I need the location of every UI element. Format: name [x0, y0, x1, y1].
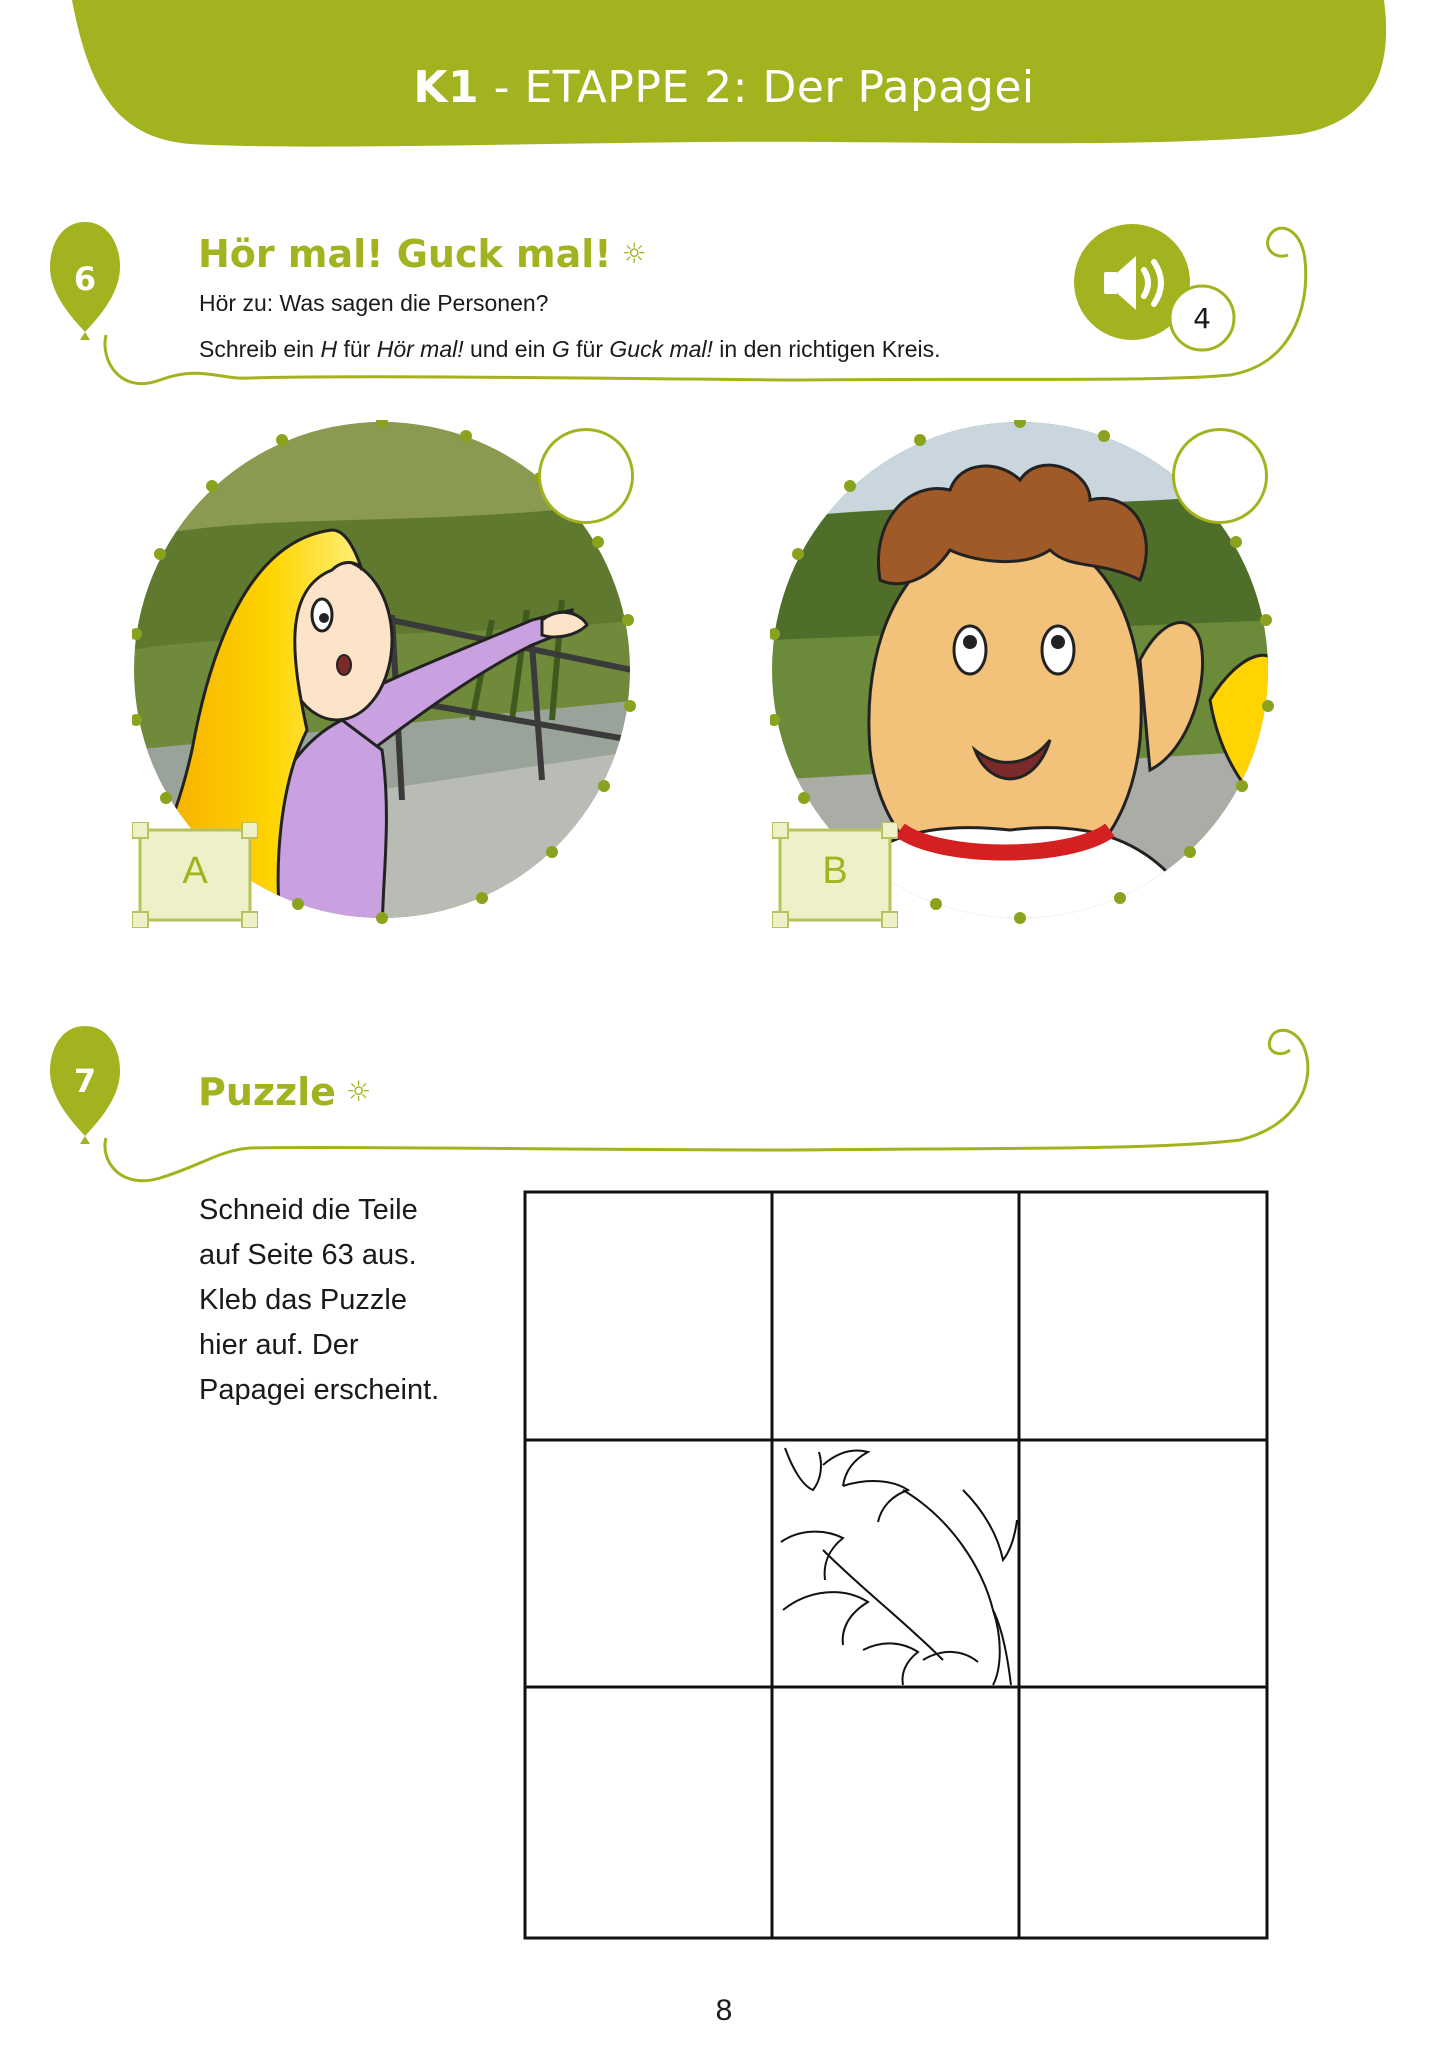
task-number: 6	[73, 260, 97, 298]
picture-label-a: A	[182, 850, 208, 892]
instruction-line: Hör zu: Was sagen die Personen?	[199, 290, 549, 316]
instruction-line: auf Seite 63 aus.	[199, 1239, 417, 1271]
puzzle-instructions	[199, 1188, 489, 1413]
task-title: Puzzle ☼	[198, 1070, 372, 1114]
answer-circle-b[interactable]	[1172, 428, 1268, 524]
page-number: 8	[715, 1994, 733, 2027]
page-title: K1 - ETAPPE 2: Der Papagei	[413, 62, 1035, 113]
sun-star-icon: ☼	[345, 1075, 372, 1108]
instruction-line: Schreib ein H für Hör mal! und ein G für Guck mal! in den richtigen Kreis.	[199, 336, 941, 362]
answer-circle-a[interactable]	[538, 428, 634, 524]
instruction-line: Papagei erscheint.	[199, 1374, 440, 1406]
instruction-line: hier auf. Der	[199, 1329, 359, 1361]
picture-label-b: B	[822, 850, 848, 892]
track-number: 4	[1193, 302, 1211, 335]
task-title: Hör mal! Guck mal! ☼	[198, 232, 647, 276]
task-number: 7	[73, 1062, 97, 1100]
sun-star-icon: ☼	[621, 237, 647, 270]
instruction-line: Schneid die Teile	[199, 1194, 418, 1226]
instruction-line: Kleb das Puzzle	[199, 1284, 407, 1316]
puzzle-grid[interactable]	[523, 1190, 1269, 1940]
